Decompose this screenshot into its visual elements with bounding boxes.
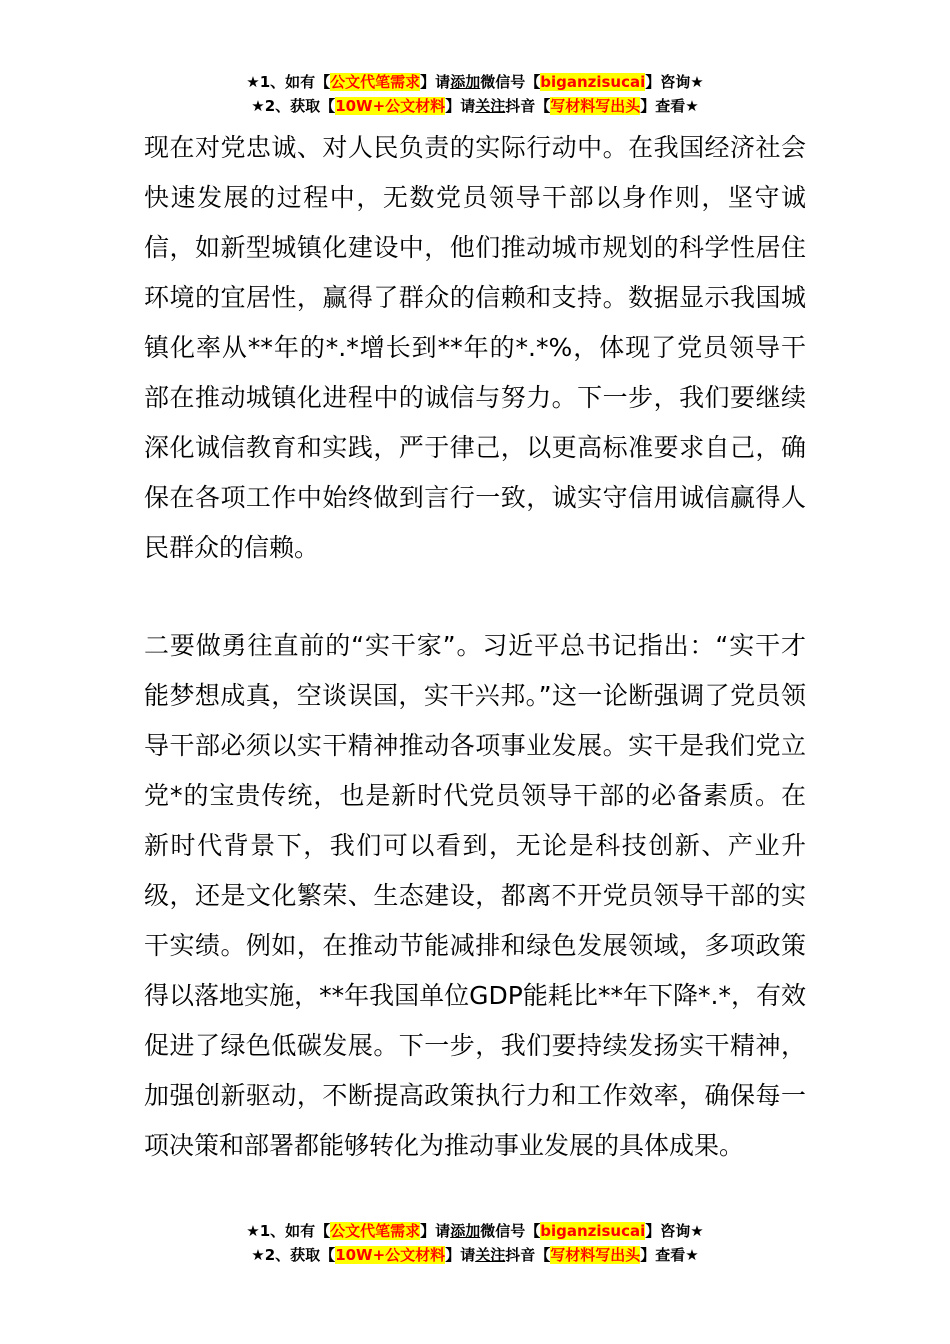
paragraph-1: 现在对党忠诚、对人民负责的实际行动中。在我国经济社会快速发展的过程中，无数党员领导干部以身作则，坚守诚信，如新型城镇化建设中，他们推动城市规划的科学性居住环境的宜居性，赢得了群众的信赖和支持。数据显示我国城镇化率从**年的*.*增长到**年的*.*%，体现了党员领导干部在推动城镇化进程中的诚信与努力。下一步，我们要继续深化诚信教育和实践，严于律己，以更高标准要求自己，确保在各项工作中始终做到言行一致，诚实守信用诚信赢得人民群众的信赖。 <box>144 133 806 562</box>
promo-text: 抖音【 <box>505 1246 551 1264</box>
promo-line-2 <box>0 94 950 118</box>
promo-highlight: biganzisucai <box>540 1222 646 1240</box>
promo-text: ★1、如有【 <box>246 1222 331 1240</box>
promo-text: 抖音【 <box>505 97 551 115</box>
promo-text: 】请 <box>420 1222 451 1240</box>
promo-line-1 <box>0 1219 950 1243</box>
promo-underline: 关注 <box>475 97 506 115</box>
promo-text: 】请 <box>445 1246 476 1264</box>
paragraph-2: 二要做勇往直前的“实干家”。习近平总书记指出：“实干才能梦想成真，空谈误国，实干兴邦。”这一论断强调了党员领导干部必须以实干精神推动各项事业发展。实干是我们党立党*的宝贵传统，也是新时代党员领导干部的必备素质。在新时代背景下，我们可以看到，无论是科技创新、产业升级，还是文化繁荣、生态建设，都离不开党员领导干部的实干实绩。例如，在推动节能减排和绿色发展领域，多项政策得以落地实施，**年我国单位GDP能耗比**年下降*.*，有效促进了绿色低碳发展。下一步，我们要持续发扬实干精神，加强创新驱动，不断提高政策执行力和工作效率，确保每一项决策和部署都能够转化为推动事业发展的具体成果。 <box>144 631 806 1160</box>
promo-line-1 <box>0 70 950 94</box>
paragraph-gap <box>144 573 806 621</box>
promo-highlight: 10W+公文材料 <box>335 1246 446 1264</box>
promo-highlight: 公文代笔需求 <box>330 1222 421 1240</box>
promo-underline: 添加 <box>450 1222 481 1240</box>
promo-underline: 添加 <box>450 73 481 91</box>
promo-highlight: 写材料写出头 <box>550 1246 641 1264</box>
promo-text: 】咨询★ <box>645 1222 704 1240</box>
promo-underline: 关注 <box>475 1246 506 1264</box>
promo-text: 】查看★ <box>640 1246 699 1264</box>
promo-banner-top <box>0 70 950 118</box>
promo-text: 】查看★ <box>640 97 699 115</box>
promo-text: 】请 <box>445 97 476 115</box>
document-body <box>144 123 806 1171</box>
promo-text: 微信号【 <box>480 73 541 91</box>
promo-highlight: 公文代笔需求 <box>330 73 421 91</box>
promo-text: ★1、如有【 <box>246 73 331 91</box>
promo-highlight: biganzisucai <box>540 73 646 91</box>
promo-highlight: 10W+公文材料 <box>335 97 446 115</box>
promo-text: 】咨询★ <box>645 73 704 91</box>
promo-line-2 <box>0 1243 950 1267</box>
promo-text: ★2、获取【 <box>251 1246 336 1264</box>
promo-banner-bottom <box>0 1219 950 1267</box>
promo-text: 微信号【 <box>480 1222 541 1240</box>
promo-highlight: 写材料写出头 <box>550 97 641 115</box>
promo-text: 】请 <box>420 73 451 91</box>
promo-text: ★2、获取【 <box>251 97 336 115</box>
